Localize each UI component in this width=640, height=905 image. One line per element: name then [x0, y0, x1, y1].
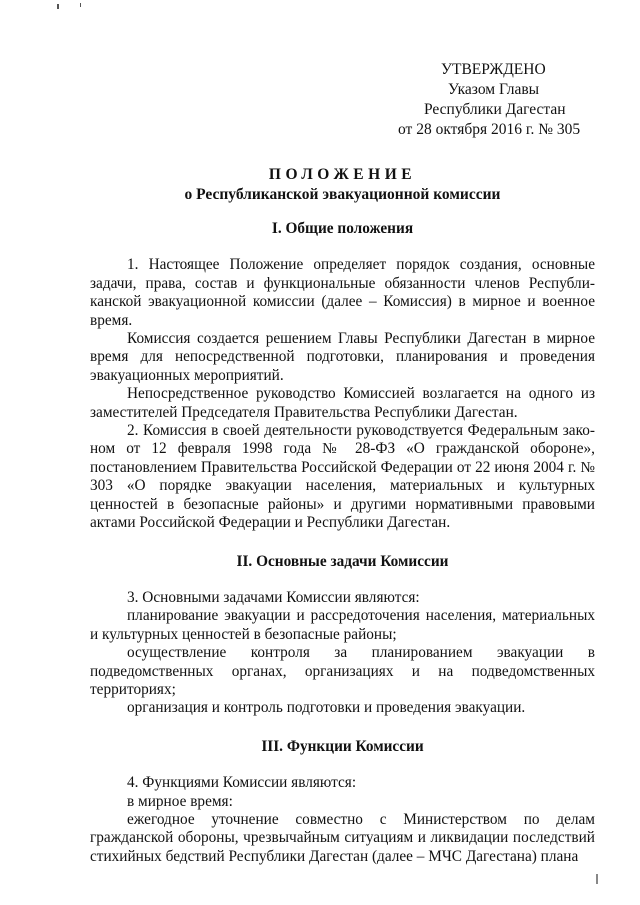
section-heading-functions: III. Функции Комиссии [261, 737, 424, 755]
paragraph: осуществление контроля за планированием эвакуации в подведомственных органах, организациях и на подведомственных территориях; [90, 644, 595, 698]
paragraph: в мирное время: [127, 792, 233, 810]
paragraph: 2. Комиссия в своей деятельности руководствуется Федеральным законом от 12 февраля 1998 года № 28-ФЗ «О гражданской обороне», постановлением Правительства Российской Федерации от 22 июня 2004 г. № 303 «О порядке эвакуации населения, материальных и культурных ценностей в безопасные районы» и другими нормативными правовыми актами Российской Федерации и Республики Дагестан. [90, 422, 595, 532]
paragraph: ежегодное уточнение совместно с Министерством по делам гражданской обороны, чрезвычайным ситуациям и ликвидации последствий стихийных бедствий Республики Дагестан (далее – МЧС Дагестана) плана [90, 810, 595, 865]
scan-speck [596, 874, 598, 884]
document-title [90, 165, 595, 205]
paragraph: Комиссия создается решением Главы Республики Дагестан в мирное время для непосредственной подготовки, планирования и проведения эвакуационных мероприятий. [90, 330, 595, 384]
approval-republic: Республики Дагестан [424, 101, 566, 118]
paragraph: Непосредственное руководство Комиссией возлагается на одного из заместителей Председателя Правительства Республики Дагестан. [90, 385, 595, 421]
approval-approved: УТВЕРЖДЕНО [441, 61, 546, 78]
approval-decree: Указом Главы [448, 81, 540, 98]
scan-speck [80, 3, 81, 7]
document-body [90, 220, 595, 866]
section-heading-general: I. Общие положения [271, 220, 414, 237]
paragraph: 4. Функциями Комиссии являются: [127, 774, 357, 792]
approval-stamp [360, 60, 600, 140]
paragraph: 3. Основными задачами Комиссии являются: [127, 588, 420, 606]
section-heading-tasks: II. Основные задачи Комиссии [236, 552, 449, 570]
paragraph: 1. Настоящее Положение определяет порядок создания, основные задачи, права, состав и функциональные обязанности членов Республиканской эвакуационной комиссии (далее – Комиссия) в мирное и военное время. [90, 256, 595, 329]
approval-date: от 28 октября 2016 г. № 305 [398, 121, 581, 138]
title-main: ПОЛОЖЕНИЕ [268, 166, 417, 183]
title-subtitle: о Республиканской эвакуационной комиссии [184, 186, 501, 203]
paragraph: планирование эвакуации и рассредоточения населения, материальных и культурных ценностей в безопасные районы; [90, 607, 595, 643]
paragraph: организация и контроль подготовки и проведения эвакуации. [127, 699, 526, 717]
scan-speck [57, 4, 59, 9]
